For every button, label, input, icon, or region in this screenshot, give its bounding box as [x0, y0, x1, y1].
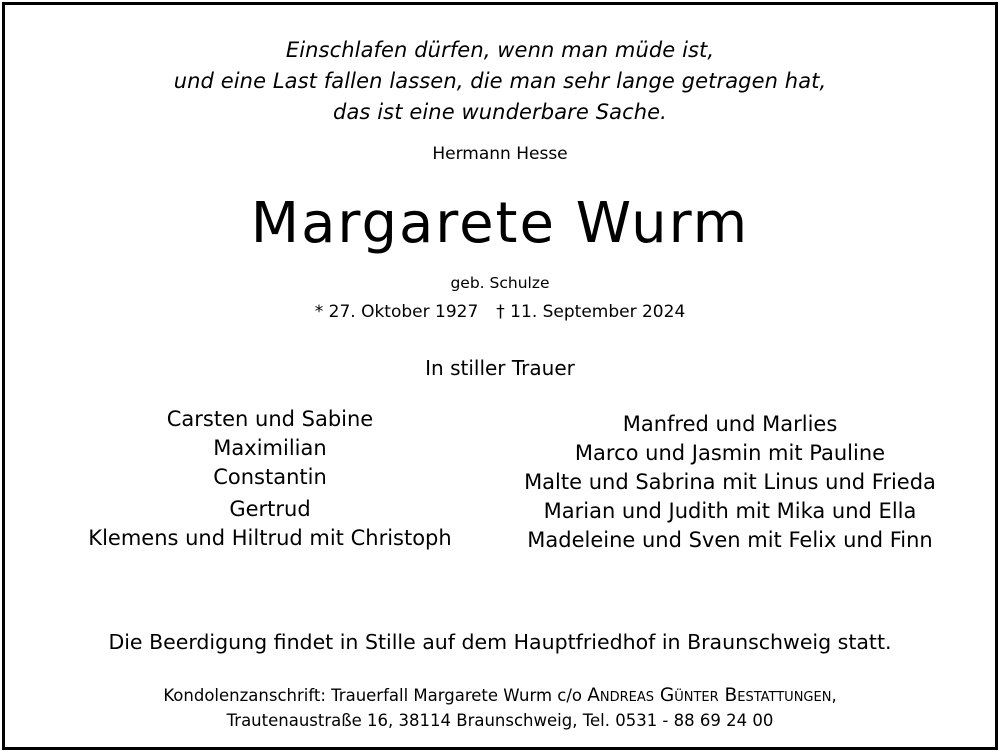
funeral-company: Andreas Günter Bestattungen — [587, 685, 832, 706]
burial-info: Die Beerdigung findet in Stille auf dem Hauptfriedhof in Braunschweig statt. — [108, 630, 892, 654]
birth-date: * 27. Oktober 1927 — [314, 302, 479, 322]
quote-line-1: Einschlafen dürfen, wenn man müde ist, — [285, 38, 715, 62]
family-member: Marco und Jasmin mit Pauline — [574, 441, 886, 465]
death-date: † 11. September 2024 — [496, 302, 686, 322]
family-member: Klemens und Hiltrud mit Christoph — [88, 526, 452, 550]
family-member: Madeleine und Sven mit Felix und Finn — [527, 528, 933, 552]
quote-line-2: und eine Last fallen lassen, die man sehr lange getragen hat, — [173, 69, 827, 93]
family-member: Marian und Judith mit Mika und Ella — [543, 499, 917, 523]
obituary-notice — [2, 2, 998, 750]
quote-author: Hermann Hesse — [432, 144, 568, 164]
family-member: Gertrud — [229, 497, 311, 521]
life-dates — [5, 302, 995, 322]
family-left-column — [65, 405, 475, 553]
deceased-name: Margarete Wurm — [250, 191, 750, 256]
family-right-column — [515, 410, 945, 555]
condolence-address-line-2: Trautenaustraße 16, 38114 Braunschweig, Tel. 0531 - 88 69 24 00 — [226, 711, 774, 730]
quote-line-3: das ist eine wunderbare Sache. — [333, 100, 667, 124]
mourning-phrase: In stiller Trauer — [425, 356, 575, 380]
family-member: Malte und Sabrina mit Linus und Frieda — [524, 470, 936, 494]
family-member: Maximilian — [213, 436, 327, 460]
condolence-suffix: , — [831, 686, 837, 705]
condolence-prefix: Kondolenzanschrift: Trauerfall Margarete Wurm c/o — [163, 686, 588, 705]
family-member: Constantin — [213, 465, 327, 489]
maiden-name: geb. Schulze — [450, 274, 550, 292]
condolence-address-line-1 — [5, 683, 995, 708]
family-member: Carsten und Sabine — [166, 407, 374, 431]
family-member: Manfred und Marlies — [622, 412, 838, 436]
